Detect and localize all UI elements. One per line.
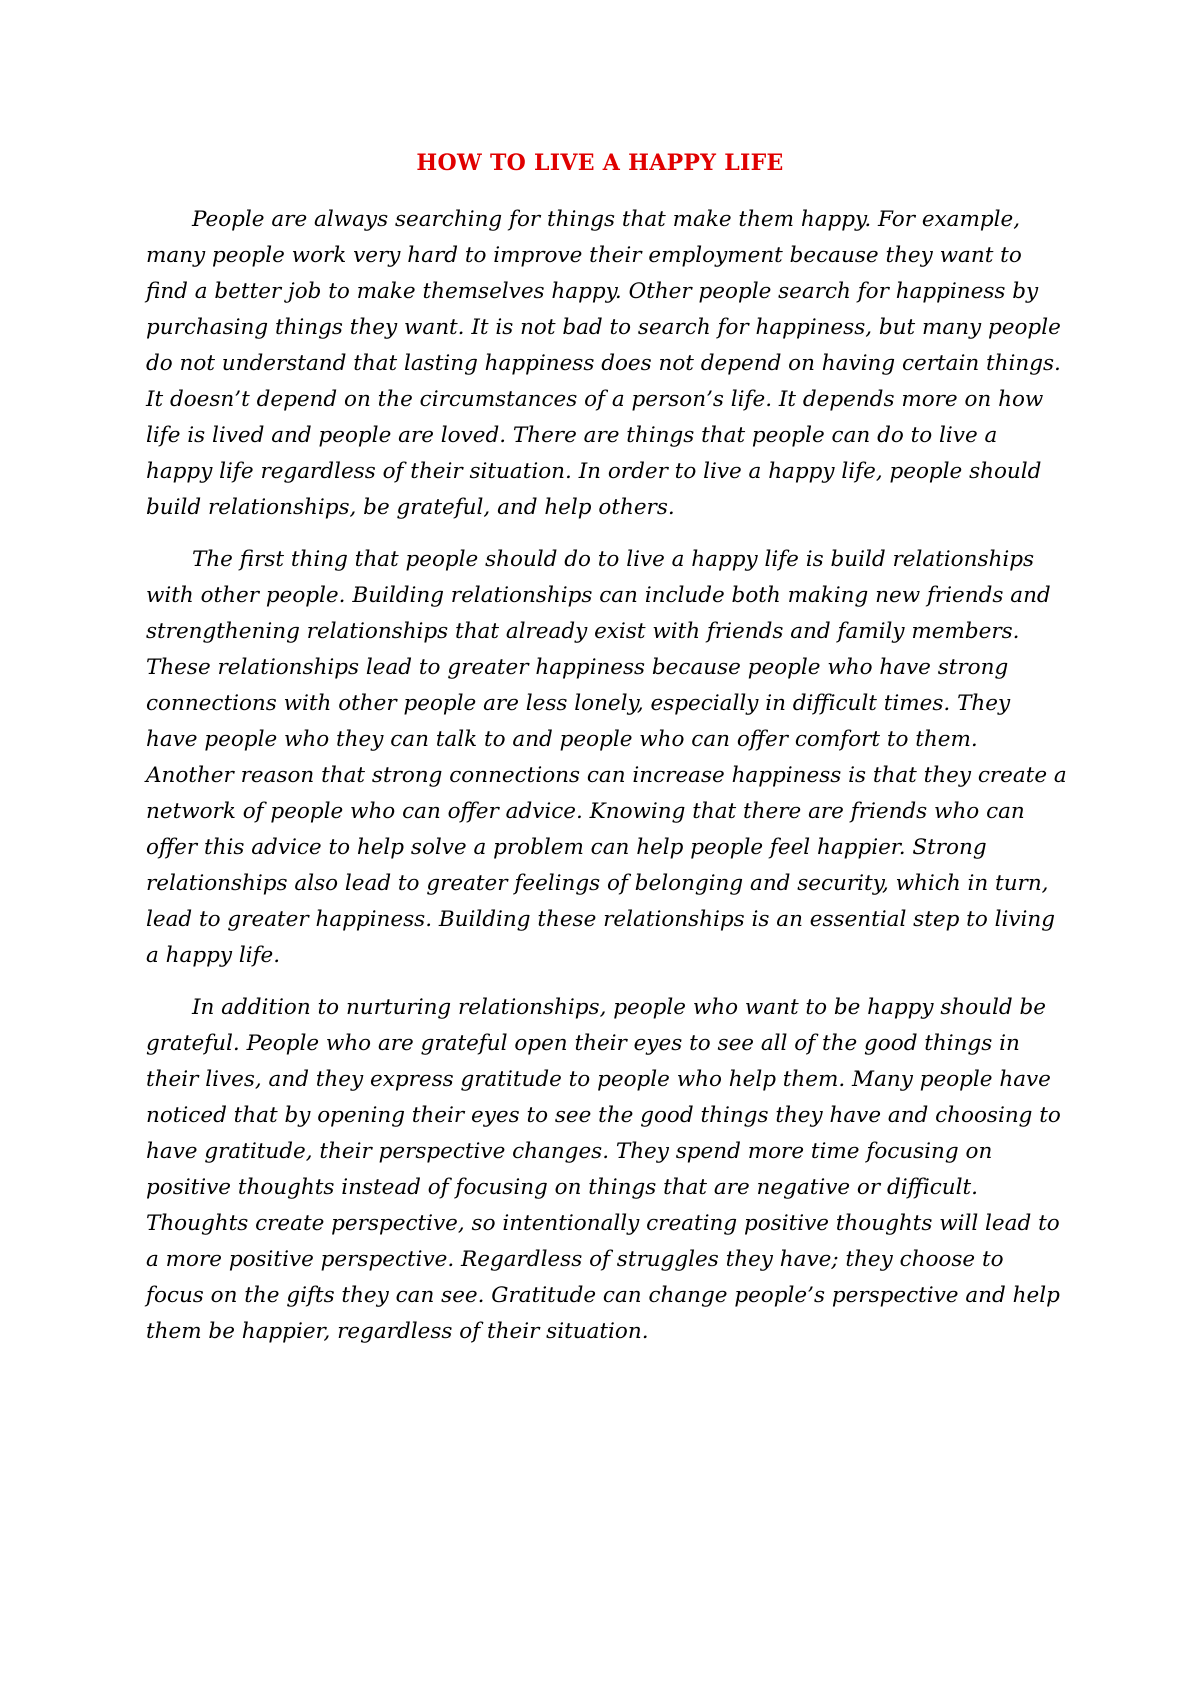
paragraph-gratitude: In addition to nurturing relationships, people who want to be happy should be grateful. People who are grateful open their eyes to see all of the good things in their lives, and they express gratitude to people who help them. Many people have noticed that by opening their eyes to see the good things they have and choosing to have gratitude, their perspective changes. They spend more time focusing on positive thoughts instead of focusing on things that are negative or difficult. Thoughts create perspective, so intentionally creating positive thoughts will lead to a more positive perspective. Regardless of struggles they have; they choose to focus on the gifts they can see. Gratitude can change people’s perspective and help them be happier, regardless of their situation. — [146, 995, 1061, 1344]
paragraph-relationships: The first thing that people should do to live a happy life is build relationships with other people. Building relationships can include both making new friends and strengthening relationships that already exist with friends and family members. These relationships lead to greater happiness because people who have strong connections with other people are less lonely, especially in difficult times. They have people who they can talk to and people who can offer comfort to them. Another reason that strong connections can increase happiness is that they create a network of people who can offer advice. Knowing that there are friends who can offer this advice to help solve a problem can help people feel happier. Strong relationships also lead to greater feelings of belonging and security, which in turn, lead to greater happiness. Building these relationships is an essential step to living a happy life. — [146, 547, 1067, 968]
document-body — [146, 202, 1068, 1366]
paragraph-intro: People are always searching for things that make them happy. For example, many people work very hard to improve their employment because they want to find a better job to make themselves happy. Other people search for happiness by purchasing things they want. It is not bad to search for happiness, but many people do not understand that lasting happiness does not depend on having certain things. It doesn’t depend on the circumstances of a person’s life. It depends more on how life is lived and people are loved. There are things that people can do to live a happy life regardless of their situation. In order to live a happy life, people should build relationships, be grateful, and help others. — [146, 207, 1061, 520]
document-title: HOW TO LIVE A HAPPY LIFE — [416, 150, 784, 176]
